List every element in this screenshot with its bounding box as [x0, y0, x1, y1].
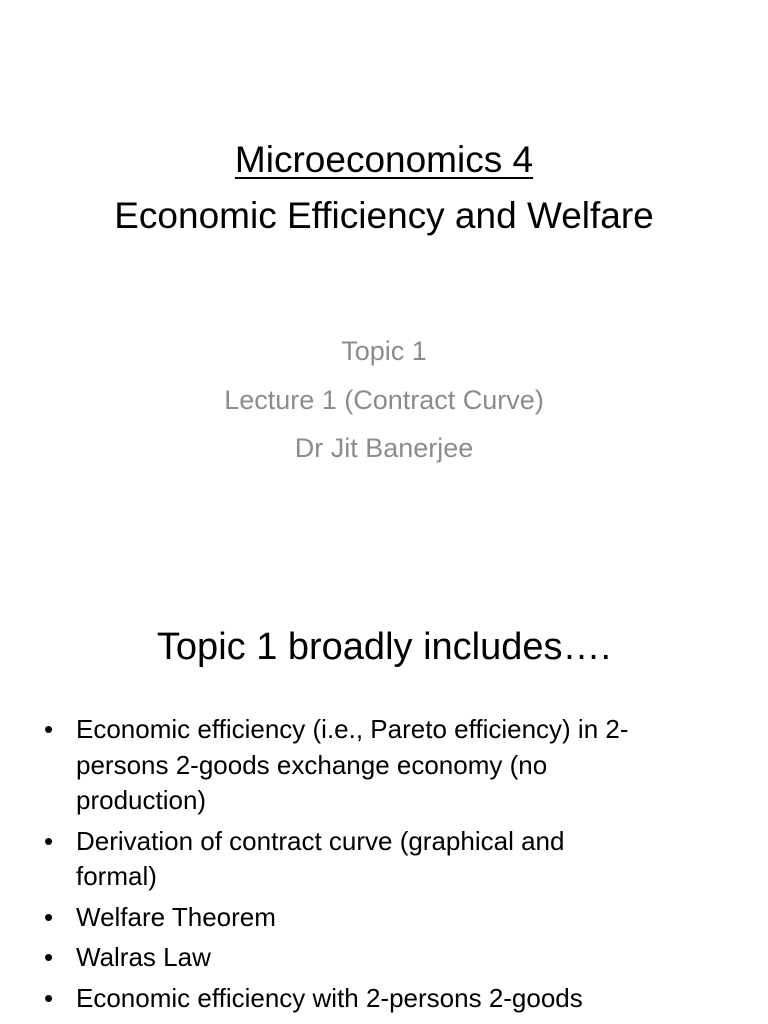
- bullet-dot-icon: •: [44, 825, 54, 856]
- bullet-line: formal): [76, 861, 157, 891]
- topic-label: Topic 1: [341, 336, 427, 366]
- bullet-item: [0, 981, 768, 1017]
- bullet-item: [0, 940, 768, 976]
- bullet-item: [0, 900, 768, 936]
- bullet-line: Walras Law: [76, 942, 211, 972]
- course-subtitle: Economic Efficiency and Welfare: [114, 195, 654, 236]
- bullet-dot-icon: •: [44, 714, 54, 744]
- bullet-item: [0, 712, 768, 819]
- bullet-line: Welfare Theorem: [76, 901, 276, 932]
- content-slide: [0, 576, 768, 1024]
- bullet-dot-icon: •: [44, 982, 54, 1013]
- bullet-line: persons 2-goods exchange economy (no: [76, 749, 548, 780]
- bullet-dot-icon: •: [44, 942, 54, 972]
- lecture-label: Lecture 1 (Contract Curve): [224, 385, 544, 415]
- slide-title: Topic 1 broadly includes….: [156, 626, 612, 668]
- course-title: Microeconomics 4: [234, 139, 534, 180]
- bullet-line: Economic efficiency with 2-persons 2-goods: [76, 982, 583, 1013]
- bullet-line: Economic efficiency (i.e., Pareto efficiency) in 2-: [76, 714, 629, 744]
- bullet-line: production): [76, 785, 207, 815]
- author-label: Dr Jit Banerjee: [294, 433, 474, 463]
- bullet-dot-icon: •: [44, 901, 54, 932]
- bullet-line: Derivation of contract curve (graphical and: [76, 825, 565, 856]
- bullet-item: [0, 824, 768, 895]
- bullet-list: [0, 712, 768, 1021]
